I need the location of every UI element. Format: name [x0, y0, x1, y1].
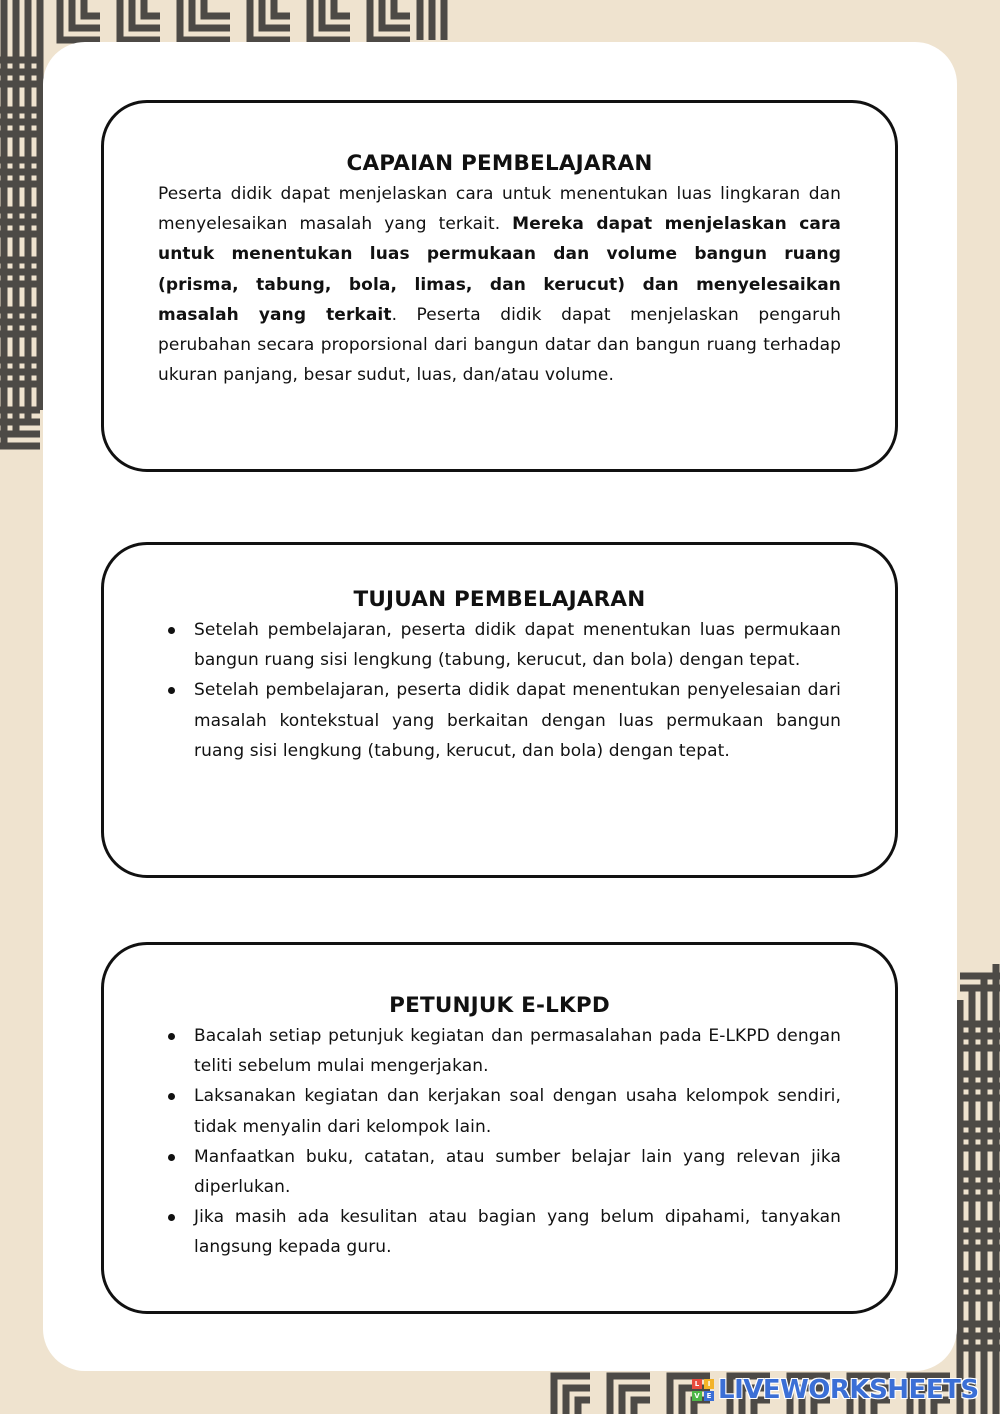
list-item [158, 615, 841, 675]
list-item [158, 1142, 841, 1202]
list-item-text: Setelah pembelajaran, peserta didik dapat menentukan luas permukaan bangun ruang sisi lengkung (tabung, kerucut, dan bola) dengan tepat. [194, 620, 841, 671]
logo-letter: V [692, 1391, 702, 1401]
logo-letter: I [704, 1379, 714, 1389]
capaian-text [158, 179, 841, 390]
list-item [158, 1081, 841, 1141]
capaian-pembelajaran-card [101, 100, 898, 472]
capaian-text-part-1: Peserta didik dapat menjelaskan cara untuk menentukan luas lingkaran dan menyelesaikan masalah yang terkait. [158, 184, 841, 235]
liveworksheets-text: LIVEWORKSHEETS [718, 1375, 979, 1405]
tujuan-list [158, 615, 841, 766]
petunjuk-elkpd-card [101, 942, 898, 1314]
list-item [158, 1202, 841, 1262]
list-item-text: Jika masih ada kesulitan atau bagian yang belum dipahami, tanyakan langsung kepada guru. [194, 1207, 841, 1258]
capaian-title: CAPAIAN PEMBELAJARAN [346, 151, 653, 176]
petunjuk-title: PETUNJUK E-LKPD [389, 993, 610, 1018]
tujuan-pembelajaran-card [101, 542, 898, 878]
bullet-icon [168, 687, 175, 694]
bullet-icon [168, 1033, 175, 1040]
logo-letter: E [704, 1391, 714, 1401]
capaian-text-bold: Mereka dapat menjelaskan cara untuk menentukan luas permukaan dan volume bangun ruang (prisma, tabung, bola, limas, dan kerucut) dan menyelesaikan masalah yang terkait [158, 214, 842, 325]
list-item [158, 675, 841, 766]
list-item [158, 1021, 841, 1081]
bullet-icon [168, 1154, 175, 1161]
capaian-text-part-2: . Peserta didik dapat menjelaskan pengaruh perubahan secara proporsional dari bangun datar dan bangun ruang terhadap ukuran panjang, besar sudut, luas, dan/atau volume. [158, 304, 841, 386]
list-item-text: Laksanakan kegiatan dan kerjakan soal dengan usaha kelompok sendiri, tidak menyalin dari kelompok lain. [194, 1086, 841, 1137]
liveworksheets-watermark[interactable] [692, 1374, 979, 1406]
logo-letter: L [692, 1379, 702, 1389]
list-item-text: Setelah pembelajaran, peserta didik dapat menentukan penyelesaian dari masalah kontekstual yang berkaitan dengan luas permukaan bangun ruang sisi lengkung (tabung, kerucut, dan bola) dengan tepat. [194, 680, 841, 761]
bullet-icon [168, 1214, 175, 1221]
tujuan-title: TUJUAN PEMBELAJARAN [353, 587, 646, 612]
bullet-icon [168, 1093, 175, 1100]
bullet-icon [168, 627, 175, 634]
list-item-text: Manfaatkan buku, catatan, atau sumber belajar lain yang relevan jika diperlukan. [194, 1146, 841, 1198]
petunjuk-list [158, 1021, 841, 1263]
list-item-text: Bacalah setiap petunjuk kegiatan dan permasalahan pada E-LKPD dengan teliti sebelum mulai mengerjakan. [194, 1026, 841, 1077]
liveworksheets-logo-icon [692, 1379, 714, 1401]
